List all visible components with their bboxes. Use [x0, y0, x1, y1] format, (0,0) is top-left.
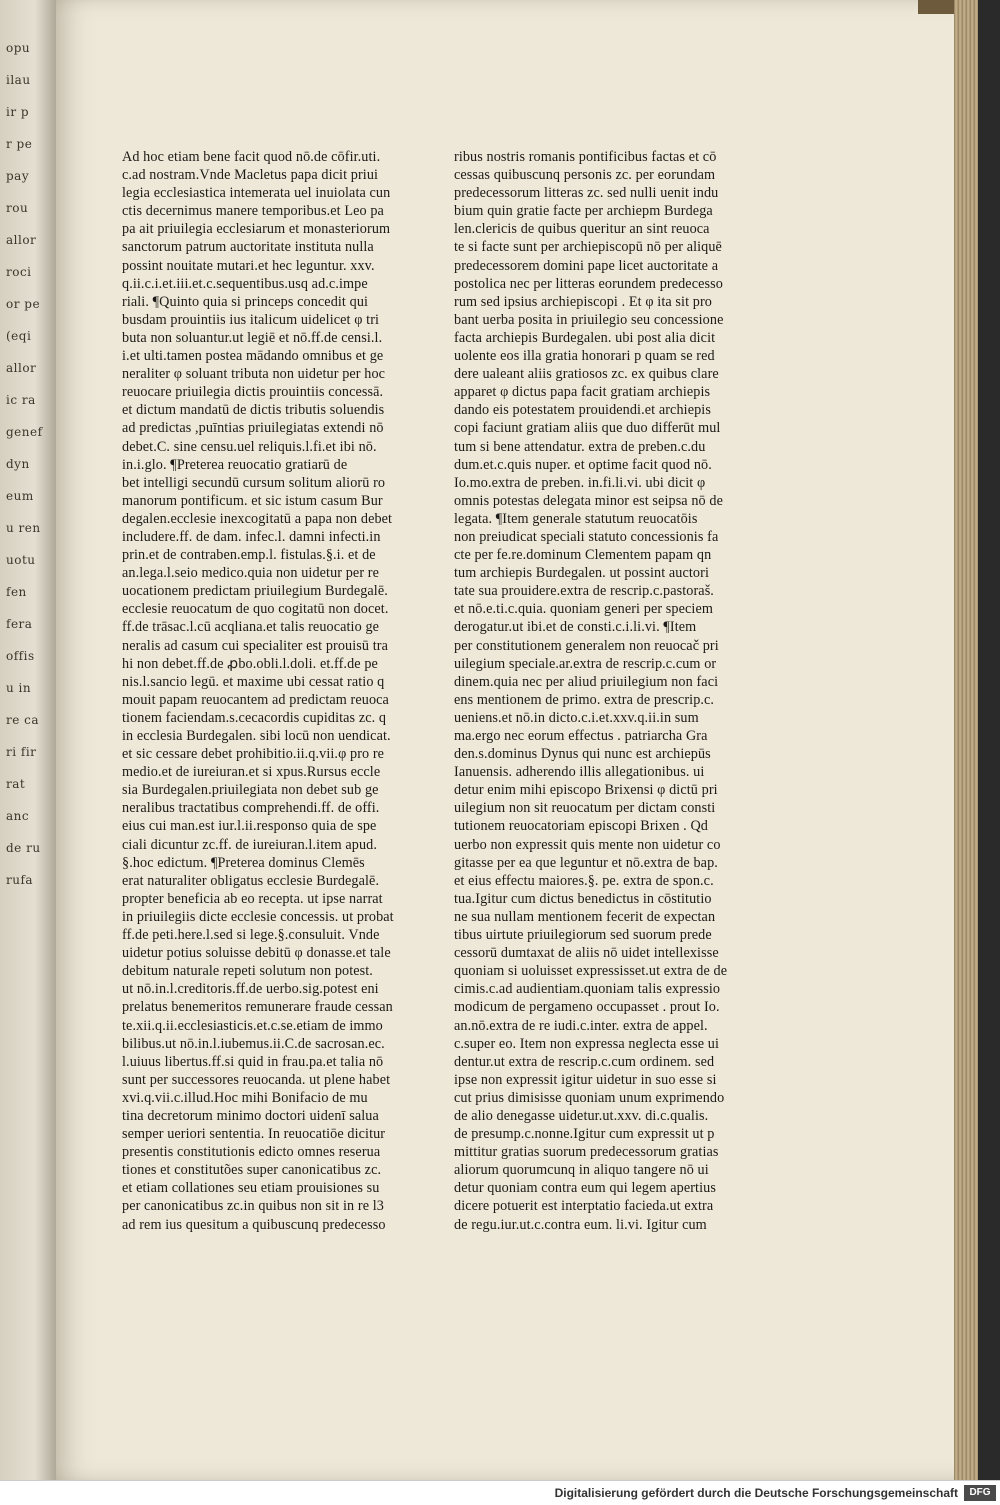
- text-line: et dictum mandatū de dictis tributis soluendis: [122, 402, 385, 419]
- text-line: cte per fe.re.dominum Clementem papam qn: [454, 547, 712, 564]
- text-line: tum archiepis Burdegalen. ut possint auctori: [454, 565, 709, 582]
- text-line: ma.ergo nec eorum effectus . patriarcha Gra: [454, 728, 708, 744]
- text-line: tua.Igitur cum dictus benedictus in cōstitutio: [454, 890, 712, 907]
- text-line: cut prius dimisisse quoniam unum exprimendo: [454, 1089, 725, 1106]
- funding-credit: Digitalisierung gefördert durch die Deutsche Forschungsgemeinschaft: [554, 1486, 958, 1500]
- text-line: presentis constitutionis edicto omnes reserua: [122, 1144, 381, 1161]
- text-line: derogatur.ut ibi.et de consti.c.i.li.vi. ¶Item: [454, 619, 697, 636]
- text-line: bium quin gratie facte per archiepm Burdega: [454, 203, 713, 220]
- fragment-text: (eqi: [6, 329, 32, 343]
- text-line: ut nō.in.l.creditoris.ff.de uerbo.sig.potest eni: [122, 981, 379, 998]
- fragment-text: r pe: [6, 137, 33, 151]
- text-line: uilegium non sit reuocatum per dictam consti: [454, 800, 716, 817]
- text-line: i.et ulti.tamen postea mādando omnibus et ge: [122, 348, 384, 365]
- text-line: cessas quibuscunq personis zc. per eorundam: [454, 167, 716, 184]
- text-line: den.s.dominus Dynus qui nunc est archiepūs: [454, 746, 711, 763]
- text-line: bet intelligi secundū cursum solitum aliorū ro: [122, 474, 386, 491]
- text-line: §.hoc edictum. ¶Preterea dominus Clemēs: [122, 854, 365, 871]
- fragment-text: roci: [6, 265, 32, 279]
- text-line: te si facte sunt per archiepiscopū nō per aliquē: [454, 239, 722, 256]
- fragment-text: or pe: [6, 297, 41, 311]
- text-line: reuocare priuilegia dictis prouintiis concessā.: [122, 384, 384, 401]
- fragment-text: ic ra: [6, 393, 36, 407]
- text-line: per constitutionem generalem non reuocač pri: [454, 637, 719, 654]
- text-line: busdam prouintiis ius italicum uidelicet φ tri: [122, 311, 380, 328]
- text-line: per canonicatibus zc.in quibus non sit in re l3: [122, 1198, 384, 1215]
- text-line: an.nō.extra de re iudi.c.inter. extra de appel.: [454, 1017, 708, 1034]
- dfg-logo: DFG: [964, 1485, 996, 1501]
- text-line: propter beneficia ab eo recepta. ut ipse narrat: [122, 890, 383, 907]
- text-line: neralis ad casum cui specialiter est prouisū tra: [122, 637, 388, 654]
- text-line: detur quoniam contra eum qui legem apertius: [454, 1180, 716, 1197]
- text-line: predecessorum litteras zc. sed nulli uenit indu: [454, 185, 719, 202]
- text-line: te.xii.q.ii.ecclesiasticis.et.c.se.etiam de immo: [122, 1017, 383, 1034]
- fragment-text: anc: [6, 809, 30, 823]
- text-line: tina decretorum minimo doctori uidenī salua: [122, 1107, 379, 1124]
- text-line: sia Burdegalen.priuilegiata non debet sub ge: [122, 782, 379, 799]
- text-line: uerbo non expressit quis mente non uidetur co: [454, 836, 721, 853]
- text-line: neralibus tractatibus comprehendi.ff. de offi.: [122, 800, 380, 817]
- text-line: gitasse per ea que leguntur et nō.extra de bap.: [454, 854, 718, 871]
- fragment-text: uotu: [6, 553, 36, 567]
- text-line: modicum de pergameno occupasset . prout Io.: [454, 999, 720, 1016]
- text-line: erat naturaliter obligatus ecclesie Burdegalē.: [122, 872, 380, 889]
- text-line: debet.C. sine censu.uel reliquis.l.fi.et ibi nō.: [122, 438, 377, 455]
- text-line: ne sua nullam mentionem fecerit de expectan: [454, 908, 716, 925]
- text-line: eius cui man.est iur.l.ii.responso quia de spe: [122, 818, 377, 835]
- text-line: xvi.q.vii.c.illud.Hoc mihi Bonifacio de mu: [122, 1089, 368, 1106]
- text-line: ctis decernimus manere temporibus.et Leo pa: [122, 203, 384, 220]
- text-line: degalen.ecclesie inexcogitatū a papa non debet: [122, 510, 393, 527]
- text-line: prelatus benemeritos remunerare fraude cessan: [122, 999, 393, 1016]
- text-line: ff.de trāsac.l.cū acqliana.et talis reuocatio ge: [122, 619, 380, 636]
- text-line: et etiam collationes seu etiam prouisiones su: [122, 1180, 380, 1197]
- text-line: tionem faciendam.s.cecacordis cupiditas zc. q: [122, 709, 387, 726]
- text-line: rum sed ipsius archiepiscopi . Et φ ita sit pro: [454, 293, 712, 310]
- fragment-text: rat: [6, 777, 26, 791]
- text-line: ipse non expressit igitur uidetur in suo esse si: [454, 1071, 717, 1088]
- text-line: uocationem predictam priuilegium Burdegalē.: [122, 583, 388, 600]
- text-line: ens mentionem de primo. extra de prescrip.c.: [454, 691, 715, 708]
- text-line: sanctorum patrum auctoritate instituta nulla: [122, 239, 374, 256]
- text-line: in.i.glo. ¶Preterea reuocatio gratiarū de: [122, 456, 348, 473]
- text-line: cimis.c.ad audientiam.quoniam talis expressio: [454, 981, 721, 998]
- text-line: manorum pontificum. et sic istum casum Bur: [122, 492, 383, 509]
- text-line: quoniam si uoluisset expressisset.ut extra de de: [454, 963, 728, 980]
- page-stack-edge: [954, 0, 978, 1480]
- text-line: tutionem reuocatoriam episcopi Brixen . Qd: [454, 818, 708, 835]
- text-line: c.ad nostram.Vnde Macletus papa dicit priui: [122, 167, 379, 184]
- text-line: tum si bene attendatur. extra de preben.c.du: [454, 438, 706, 455]
- text-line: an.lega.l.seio medico.quia non uidetur per re: [122, 565, 380, 582]
- text-line: cessorū dumtaxat de aliis nō uidet intellexisse: [454, 945, 719, 962]
- fragment-text: ir p: [6, 105, 30, 119]
- text-line: riali. ¶Quinto quia si princeps concedit qui: [122, 293, 369, 310]
- text-line: de presump.c.nonne.Igitur cum expressit ut p: [454, 1126, 715, 1143]
- text-line: detur enim mihi episcopo Brixensi φ dictū pri: [454, 782, 718, 799]
- text-line: uilegium speciale.ar.extra de rescrip.c.cum or: [454, 655, 717, 672]
- fragment-text: pay: [6, 169, 30, 183]
- text-line: Io.mo.extra de preben. in.fi.li.vi. ubi dicit φ: [454, 474, 706, 491]
- fragment-text: allor: [6, 361, 37, 375]
- text-line: bilibus.ut nō.in.l.iubemus.ii.C.de sacrosan.ec.: [122, 1035, 385, 1052]
- text-line: dicere potuerit est interptatio facieda.ut extra: [454, 1198, 714, 1215]
- text-line: aliorum quorumcunq in aliquo tangere nō ui: [454, 1162, 709, 1179]
- fragment-text: opu: [6, 41, 31, 55]
- fragment-text: rou: [6, 201, 29, 215]
- text-line: l.uiuus libertus.ff.si quid in frau.pa.et talia nō: [122, 1053, 384, 1070]
- footer-bar: [0, 1480, 1000, 1505]
- previous-page-edge: [0, 0, 58, 1480]
- text-line: non preiudicat speciali statuto concessionis fa: [454, 528, 719, 545]
- text-line: possint nouitate mutari.et hec leguntur. xxv.: [122, 257, 375, 274]
- fragment-text: dyn: [6, 457, 30, 471]
- text-line: prin.et de contraben.emp.l. fistulas.§.i. et de: [122, 547, 376, 564]
- text-line: bant uerba posita in priuilegio seu concessione: [454, 311, 724, 328]
- text-line: sunt per successores reuocanda. ut plene habet: [122, 1071, 391, 1088]
- text-line: includere.ff. de dam. infec.l. damni infecti.in: [122, 528, 381, 545]
- fragment-text: u in: [6, 681, 32, 695]
- text-line: predecessorem domini pape licet auctoritate a: [454, 257, 719, 274]
- text-line: semper ueriori sententia. In reuocatiōe dicitur: [122, 1126, 386, 1143]
- text-column-right: [454, 148, 744, 1234]
- text-line: Ad hoc etiam bene facit quod nō.de cōfir.uti.: [122, 149, 381, 165]
- fragment-text: genef: [6, 425, 43, 439]
- text-line: omnis potestas delegata minor est seipsa nō de: [454, 492, 723, 509]
- text-line: apparet φ dictus papa facit gratiam archiepis: [454, 384, 711, 401]
- fragment-text: fera: [6, 617, 33, 631]
- fragment-text: ri fir: [6, 745, 37, 759]
- fragment-text: u ren: [6, 521, 41, 535]
- text-line: in ecclesia Burdegalen. sibi locū non uendicat.: [122, 728, 391, 744]
- text-column-left: [122, 148, 412, 1234]
- text-line: ciali dicuntur zc.ff. de iureiuran.l.item apud.: [122, 836, 377, 853]
- fragment-text: fen: [6, 585, 27, 599]
- text-line: buta non soluantur.ut legiē et nō.ff.de censi.l.: [122, 329, 383, 346]
- text-line: et eius effectu maiores.§. pe. extra de spon.c.: [454, 872, 714, 889]
- text-line: copi faciunt gratiam aliis que duo differūt mul: [454, 420, 721, 437]
- text-line: ff.de peti.here.l.sed si lege.§.consuluit. Vnde: [122, 927, 380, 944]
- text-line: uolente eos illa gratia honorari p quam se red: [454, 348, 715, 365]
- fragment-text: offis: [6, 649, 35, 663]
- text-line: dentur.ut extra de rescrip.c.cum ordinem. sed: [454, 1053, 715, 1070]
- text-line: debitum naturale repeti solutum non potest.: [122, 963, 373, 980]
- text-line: in priuilegiis dicte ecclesie concessis. ut probat: [122, 908, 394, 925]
- text-line: tiones et constitutões super canonicatibus zc.: [122, 1162, 382, 1179]
- text-line: tate sua prouidere.extra de rescrip.c.pastoraš.: [454, 583, 714, 600]
- text-line: neraliter φ soluant tributa non uidetur per hoc: [122, 366, 386, 383]
- text-line: de regu.iur.ut.c.contra eum. li.vi. Igitur cum: [454, 1216, 707, 1233]
- text-line: et sic cessare debet prohibitio.ii.q.vii.φ pro re: [122, 746, 385, 763]
- text-line: medio.et de iureiuran.et si xpus.Rursus eccle: [122, 764, 381, 781]
- text-line: et nō.e.ti.c.quia. quoniam generi per speciem: [454, 601, 713, 618]
- text-line: nis.l.sancio legū. et maxime ubi cessat ratio q: [122, 673, 385, 690]
- text-line: de alio denegasse uidetur.ut.xxv. di.c.qualis.: [454, 1107, 709, 1124]
- text-line: Ianuensis. adherendo illis allegationibus. ui: [454, 764, 705, 781]
- fragment-text: ilau: [6, 73, 31, 87]
- text-line: ad predictas ,puīntias priuilegiatas extendi nō: [122, 420, 384, 437]
- text-line: dere ualeant aliis gratiosos zc. ex quibus clare: [454, 366, 719, 383]
- fragment-text: rufa: [6, 873, 34, 887]
- text-line: c.super eo. Item non expressa neglecta esse ui: [454, 1035, 719, 1052]
- text-line: ueniens.et nō.in dicto.c.i.et.xxv.q.ii.in sum: [454, 709, 699, 726]
- fragment-text: de ru: [6, 841, 41, 855]
- text-line: ad rem ius quesitum a quibuscunq predecesso: [122, 1216, 386, 1233]
- text-line: dando eis potestatem prouidendi.et archiepis: [454, 402, 711, 419]
- text-line: ecclesie reuocatum de quo cogitatū non docet.: [122, 601, 389, 618]
- text-line: hi non debet.ff.de ꝓbo.obli.l.doli. et.ff.de pe: [122, 655, 378, 672]
- text-line: facta archiepis Burdegalen. ubi post alia dicit: [454, 329, 716, 346]
- text-line: pa ait priuilegia ecclesiarum et monasteriorum: [122, 221, 391, 238]
- text-line: q.ii.c.i.et.iii.et.c.sequentibus.usq ad.c.impe: [122, 275, 368, 292]
- fragment-text: re ca: [6, 713, 40, 727]
- fragment-text: eum: [6, 489, 34, 503]
- text-line: len.clericis de quibus queritur an sint reuoca: [454, 221, 710, 238]
- text-line: dinem.quia nec per aliud priuilegium non faci: [454, 673, 719, 690]
- fragment-text: allor: [6, 233, 37, 247]
- text-line: uidetur potius soluisse debitū φ donasse.et tale: [122, 945, 391, 962]
- text-line: mouit papam reuocantem ad predictam reuoca: [122, 691, 389, 708]
- text-line: legia ecclesiastica intemerata uel inuiolata cun: [122, 185, 391, 202]
- text-line: postolica nec per litteras eorundem predecesso: [454, 275, 723, 292]
- text-line: tibus uirtute priuilegiorum sed suorum prede: [454, 927, 712, 944]
- text-line: legata. ¶Item generale statutum reuocatōis: [454, 510, 698, 527]
- text-line: mittitur gratias suorum predecessorum gratias: [454, 1144, 719, 1161]
- text-line: ribus nostris romanis pontificibus factas et cō: [454, 149, 717, 165]
- text-line: dum.et.c.quis nuper. et optime facit quod nō.: [454, 456, 712, 473]
